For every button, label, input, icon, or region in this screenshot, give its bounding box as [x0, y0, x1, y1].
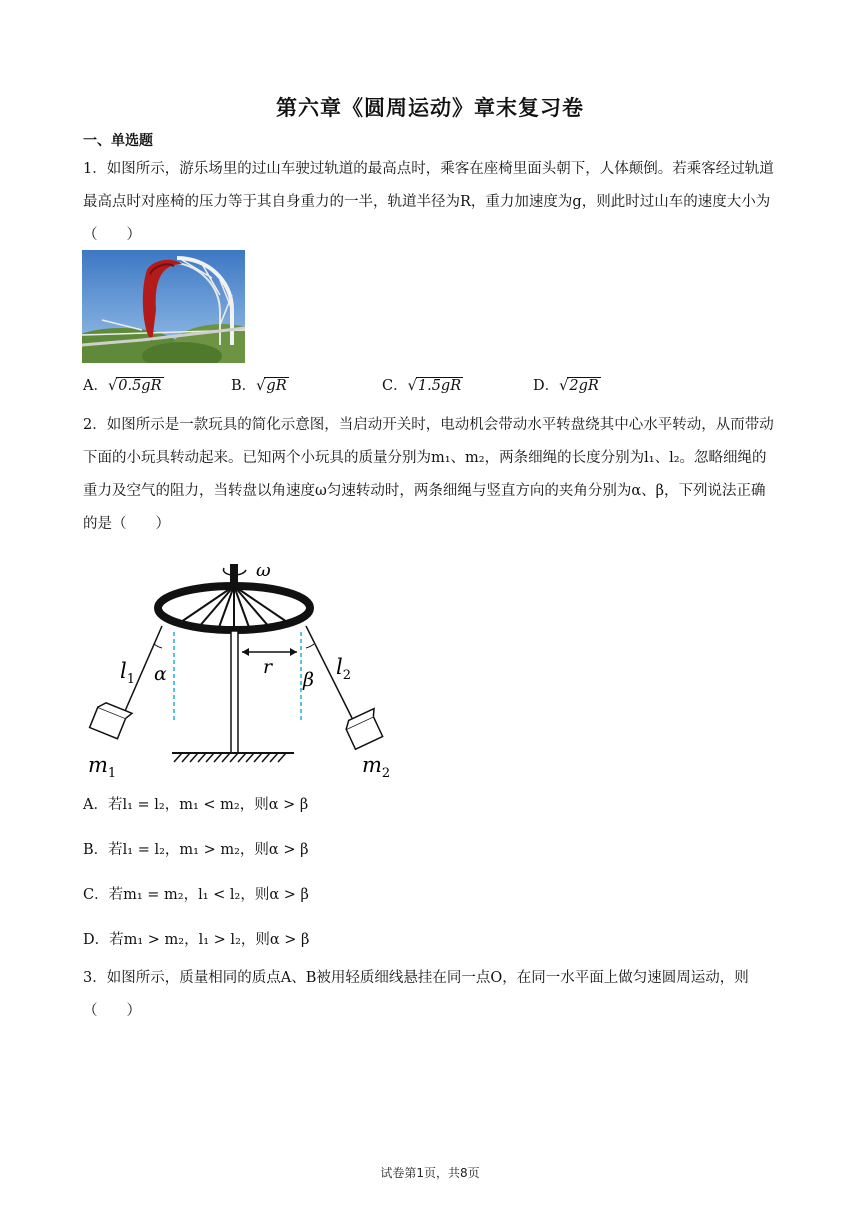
question-1-text: 1．如图所示，游乐场里的过山车驶过轨道的最高点时，乘客在座椅里面头朝下，人体颠倒。若乘客经过轨道最高点时对座椅的压力等于其自身重力的一半，轨道半径为R，重力加速度为g，则此时过山车的速度大小为（ ） [83, 161, 774, 243]
beta-label: β [303, 669, 314, 691]
option-a[interactable]: A．√0.5gR [83, 378, 162, 394]
motor-shaft [230, 564, 238, 584]
r-label: r [263, 656, 273, 678]
alpha-label: α [154, 663, 167, 685]
l1-label: $l_1$ [120, 659, 135, 687]
l2-label: $l_2$ [336, 655, 351, 683]
m1-label: $m_1$ [88, 753, 117, 781]
option-c[interactable]: C．√1.5gR [382, 378, 462, 394]
mass-m1-box [90, 701, 132, 741]
section-heading: 一、单选题 [83, 133, 153, 149]
m2-label: $m_2$ [362, 753, 391, 781]
page-title: 第六章《圆周运动》章末复习卷 [276, 96, 584, 120]
roller-coaster-photo [82, 250, 245, 363]
question-3-text: 3．如图所示，质量相同的质点A、B被用轻质细线悬挂在同一点O，在同一水平面上做匀速圆周运动，则（ ） [83, 970, 749, 1019]
q2-option-b[interactable]: B．若l₁ = l₂，m₁ > m₂，则α > β [83, 842, 309, 858]
q2-option-d[interactable]: D．若m₁ > m₂，l₁ > l₂，则α > β [83, 932, 310, 948]
omega-label: ω [256, 560, 271, 581]
q2-option-a[interactable]: A．若l₁ = l₂，m₁ < m₂，则α > β [83, 797, 309, 813]
option-d[interactable]: D．√2gR [533, 378, 599, 394]
option-b[interactable]: B．√gR [231, 378, 287, 394]
page-footer: 试卷第1页，共8页 [380, 1166, 480, 1180]
q2-option-c[interactable]: C．若m₁ = m₂，l₁ < l₂，则α > β [83, 887, 309, 903]
question-2-text: 2．如图所示是一款玩具的简化示意图，当启动开关时，电动机会带动水平转盘绕其中心水平转动，从而带动下面的小玩具转动起来。已知两个小玩具的质量分别为m₁、m₂，两条细绳的长度分别为l₁、l₂。忽略细绳的重力及空气的阻力，当转盘以角速度ω匀速转动时，两条细绳与竖直方向的夹角分别为α、β，下列说法正确的是（ ） [83, 417, 774, 532]
toy-diagram [82, 556, 402, 781]
